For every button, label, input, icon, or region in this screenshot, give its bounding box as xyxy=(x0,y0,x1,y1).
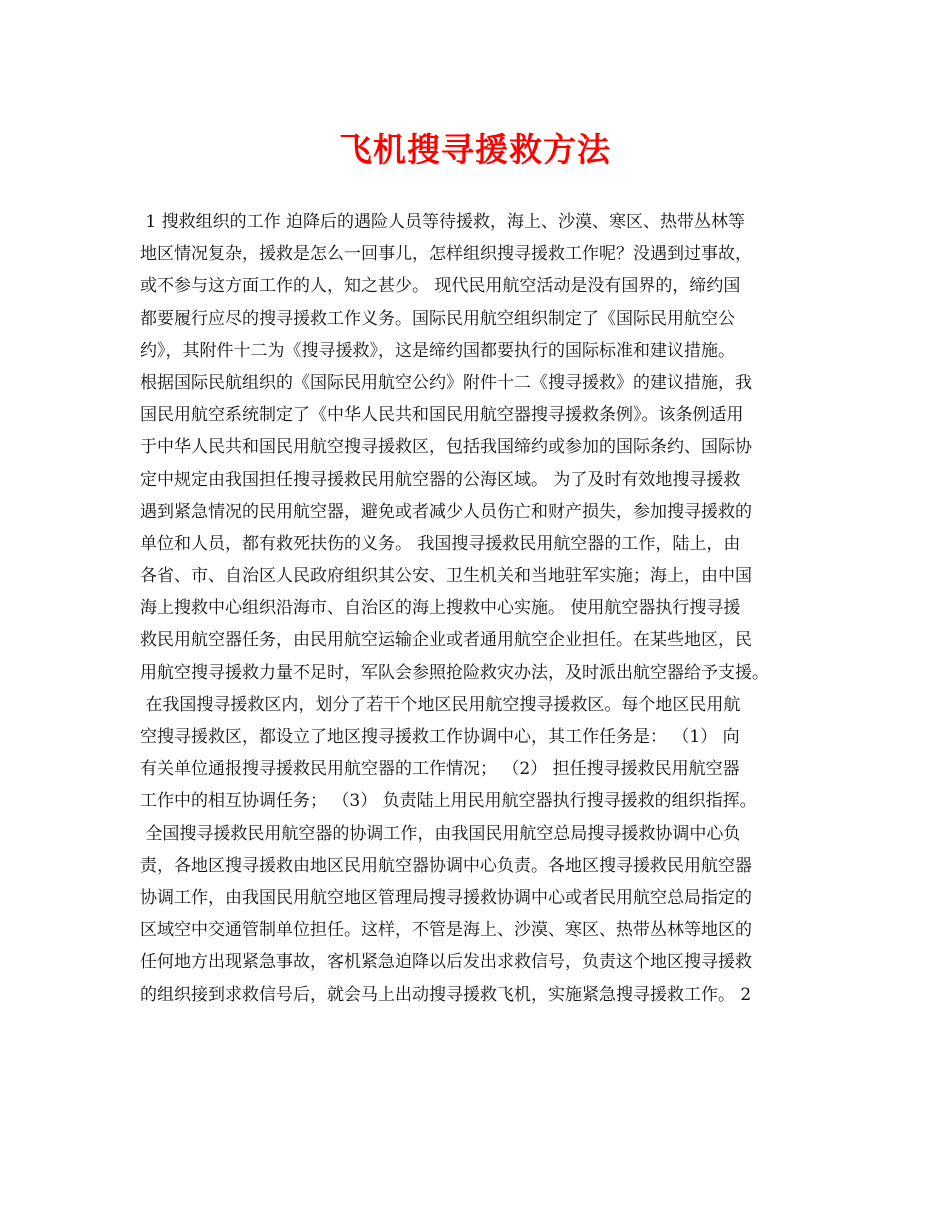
body-line: 海上搜救中心组织沿海市、自治区的海上搜救中心实施。 使用航空器执行搜寻援 xyxy=(140,598,741,619)
body-line: 定中规定由我国担任搜寻援救民用航空器的公海区域。 为了及时有效地搜寻援救 xyxy=(140,469,741,490)
body-line: 有关单位通报搜寻援救民用航空器的工作情况； （2） 担任搜寻援救民用航空器 xyxy=(140,759,740,780)
body-line: 约》，其附件十二为《搜寻援救》，这是缔约国都要执行的国际标准和建议措施。 xyxy=(140,340,735,361)
body-line: 地区情况复杂，援救是怎么一回事儿，怎样组织搜寻援救工作呢？没遇到过事故， xyxy=(140,244,752,265)
body-line: 或不参与这方面工作的人，知之甚少。 现代民用航空活动是没有国界的，缔约国 xyxy=(140,276,741,297)
body-line: 空搜寻援救区，都设立了地区搜寻援救工作协调中心，其工作任务是： （1） 向 xyxy=(140,727,740,747)
body-line: 责，各地区搜寻援救由地区民用航空器协调中心负责。各地区搜寻援救民用航空器 xyxy=(140,855,752,876)
body-line: 1 搜救组织的工作 迫降后的遇险人员等待援救，海上、沙漠、寒区、热带丛林等 xyxy=(140,212,746,232)
body-line: 用航空搜寻援救力量不足时，军队会参照抢险救灾办法，及时派出航空器给予支援。 xyxy=(140,662,769,683)
body-line: 工作中的相互协调任务； （3） 负责陆上用民用航空器执行搜寻援救的组织指挥。 xyxy=(140,791,757,812)
body-line: 国民用航空系统制定了《中华人民共和国民用航空器搜寻援救条例》。该条例适用 xyxy=(140,405,744,426)
body-line: 在我国搜寻援救区内，划分了若干个地区民用航空搜寻援救区。每个地区民用航 xyxy=(140,694,741,715)
body-line: 遇到紧急情况的民用航空器，避免或者减少人员伤亡和财产损失，参加搜寻援救的 xyxy=(140,501,752,522)
body-line: 于中华人民共和国民用航空搜寻援救区，包括我国缔约或参加的国际条约、国际协 xyxy=(140,437,752,458)
body-line: 各省、市、自治区人民政府组织其公安、卫生机关和当地驻军实施；海上，由中国 xyxy=(140,566,752,587)
document-body xyxy=(140,206,826,1011)
body-line: 救民用航空器任务，由民用航空运输企业或者通用航空企业担任。在某些地区，民 xyxy=(140,630,752,651)
document-title: 飞机搜寻援救方法 xyxy=(339,130,611,169)
body-line: 任何地方出现紧急事故，客机紧急迫降以后发出求救信号，负责这个地区搜寻援救 xyxy=(140,952,752,973)
body-line: 的组织接到求救信号后，就会马上出动搜寻援救飞机，实施紧急搜寻援救工作。 2 xyxy=(140,984,752,1005)
body-line: 都要履行应尽的搜寻援救工作义务。国际民用航空组织制定了《国际民用航空公 xyxy=(140,308,735,329)
body-line: 协调工作，由我国民用航空地区管理局搜寻援救协调中心或者民用航空总局指定的 xyxy=(140,887,752,908)
body-line: 单位和人员，都有救死扶伤的义务。 我国搜寻援救民用航空器的工作，陆上，由 xyxy=(140,533,741,554)
body-line: 区域空中交通管制单位担任。这样，不管是海上、沙漠、寒区、热带丛林等地区的 xyxy=(140,920,752,941)
body-line: 根据国际民航组织的《国际民用航空公约》附件十二《搜寻援救》的建议措施，我 xyxy=(140,372,752,393)
body-line: 全国搜寻援救民用航空器的协调工作，由我国民用航空总局搜寻援救协调中心负 xyxy=(140,823,741,844)
